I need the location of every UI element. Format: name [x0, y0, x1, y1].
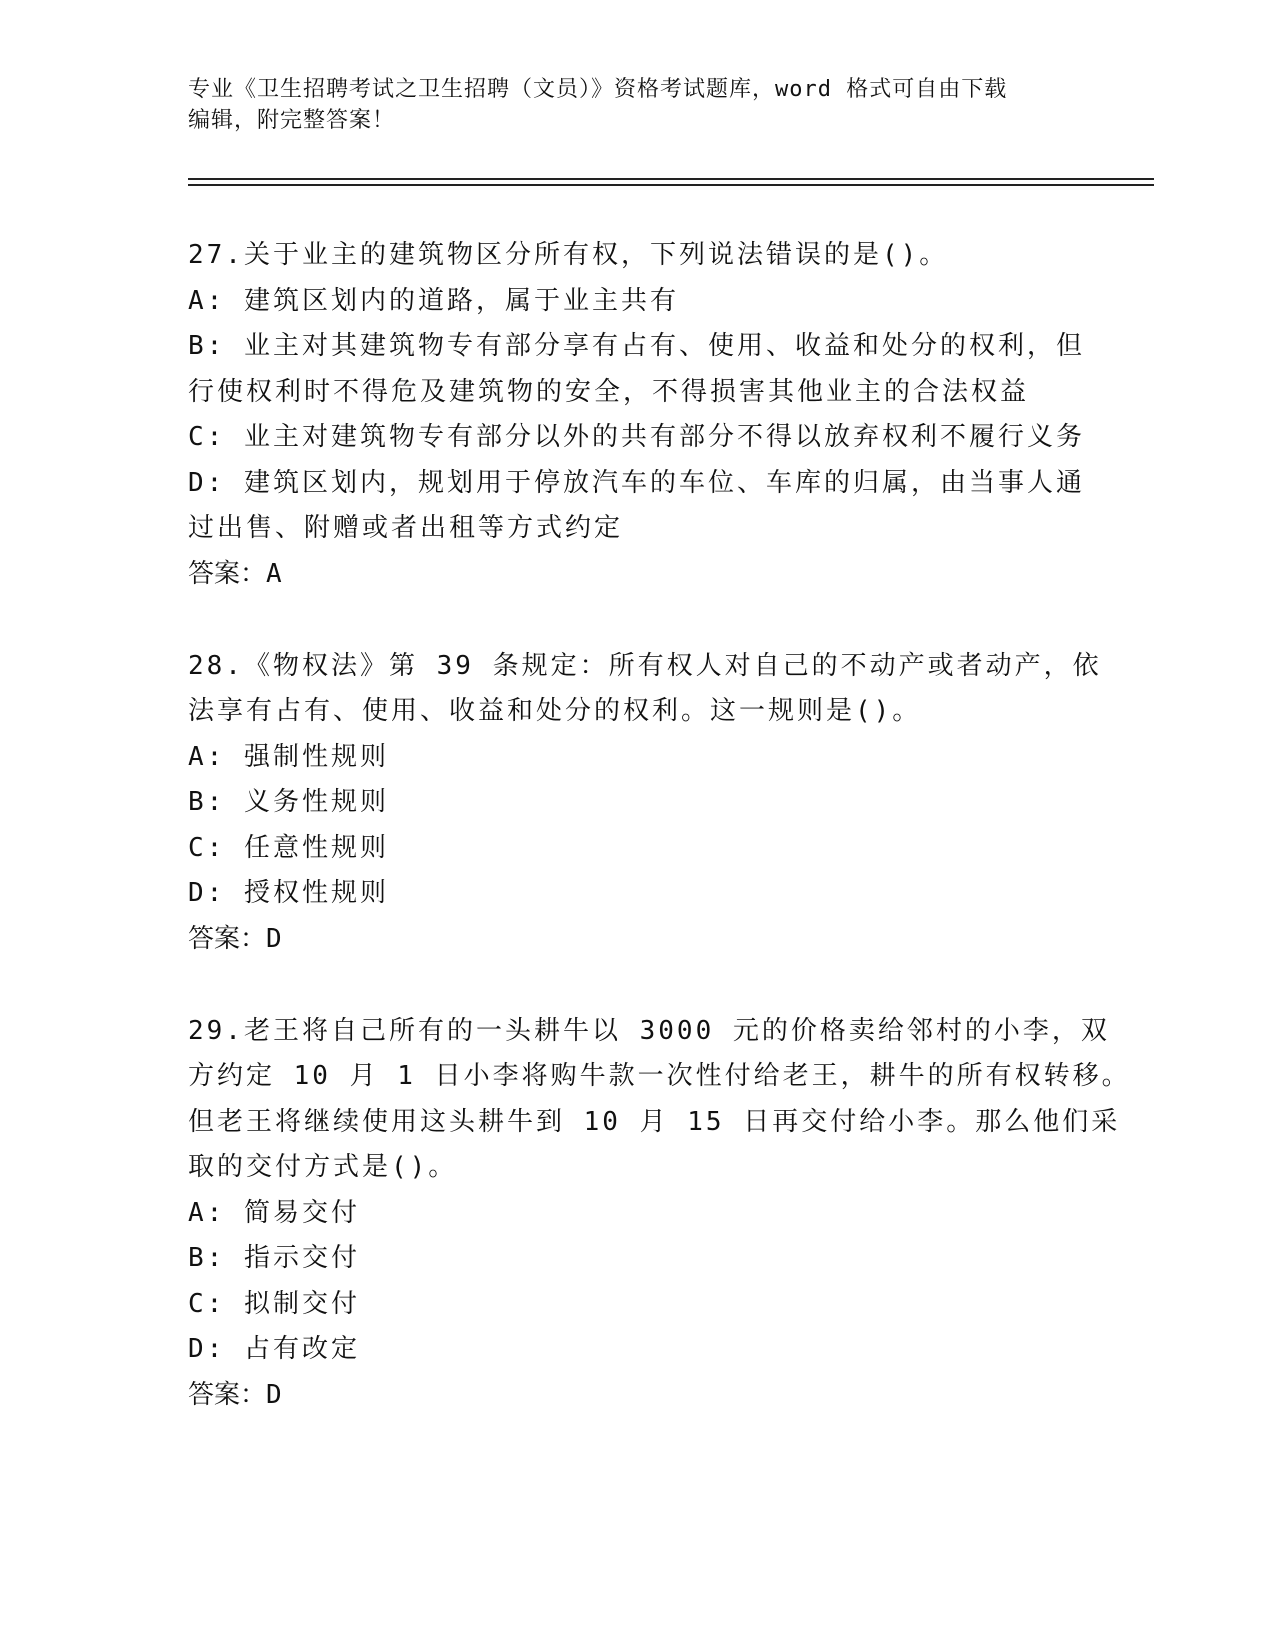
answer-line — [188, 1373, 1088, 1418]
option-a: A: 建筑区划内的道路，属于业主共有 — [188, 285, 679, 316]
question-stem: 28.《物权法》第 39 条规定：所有权人对自己的不动产或者动产，依 — [188, 650, 1102, 681]
option-b: B: 业主对其建筑物专有部分享有占有、使用、收益和处分的权利，但 — [188, 331, 1085, 361]
option-d-continued: 过出售、附赠或者出租等方式约定 — [188, 513, 624, 543]
answer-line — [188, 552, 1088, 597]
question-27 — [188, 233, 1088, 597]
option-c: C: 业主对建筑物专有部分以外的共有部分不得以放弃权利不履行义务 — [188, 422, 1085, 452]
option-c: C: 拟制交付 — [188, 1288, 360, 1319]
option-a: A: 简易交付 — [188, 1197, 360, 1228]
answer-label: 答案： — [188, 558, 267, 589]
answer-value: A — [266, 558, 282, 589]
header-line-2: 编辑，附完整答案！ — [188, 108, 396, 133]
option-d: D: 建筑区划内，规划用于停放汽车的车位、车库的归属，由当事人通 — [188, 467, 1085, 498]
question-stem: 27.关于业主的建筑物区分所有权，下列说法错误的是()。 — [188, 240, 949, 270]
option-b-continued: 行使权利时不得危及建筑物的安全，不得损害其他业主的合法权益 — [188, 376, 1030, 407]
question-list — [188, 233, 1131, 1465]
question-stem: 29.老王将自己所有的一头耕牛以 3000 元的价格卖给邻村的小李，双 — [188, 1015, 1110, 1046]
answer-label: 答案： — [188, 1379, 267, 1410]
option-b: B: 义务性规则 — [188, 787, 389, 817]
question-stem-continued: 取的交付方式是()。 — [188, 1152, 458, 1182]
option-c: C: 任意性规则 — [188, 832, 389, 863]
question-29 — [188, 1009, 1131, 1418]
option-b: B: 指示交付 — [188, 1243, 360, 1273]
answer-line — [188, 917, 1088, 962]
question-stem-continued: 法享有占有、使用、收益和处分的权利。这一规则是()。 — [188, 696, 922, 726]
document-header — [188, 74, 1088, 136]
question-stem-continued: 方约定 10 月 1 日小李将购牛款一次性付给老王，耕牛的所有权转移。 — [188, 1061, 1131, 1091]
option-d: D: 授权性规则 — [188, 878, 389, 908]
option-d: D: 占有改定 — [188, 1334, 360, 1364]
answer-value: D — [266, 1379, 282, 1410]
question-28 — [188, 644, 1102, 962]
question-stem-continued: 但老王将继续使用这头耕牛到 10 月 15 日再交付给小李。那么他们采 — [188, 1106, 1121, 1137]
header-line-1: 专业《卫生招聘考试之卫生招聘（文员）》资格考试题库，word 格式可自由下载 — [188, 77, 1008, 102]
answer-label: 答案： — [188, 923, 267, 954]
answer-value: D — [266, 923, 282, 954]
header-divider-top — [188, 178, 1154, 180]
option-a: A: 强制性规则 — [188, 741, 389, 772]
header-divider-bottom — [188, 184, 1154, 186]
